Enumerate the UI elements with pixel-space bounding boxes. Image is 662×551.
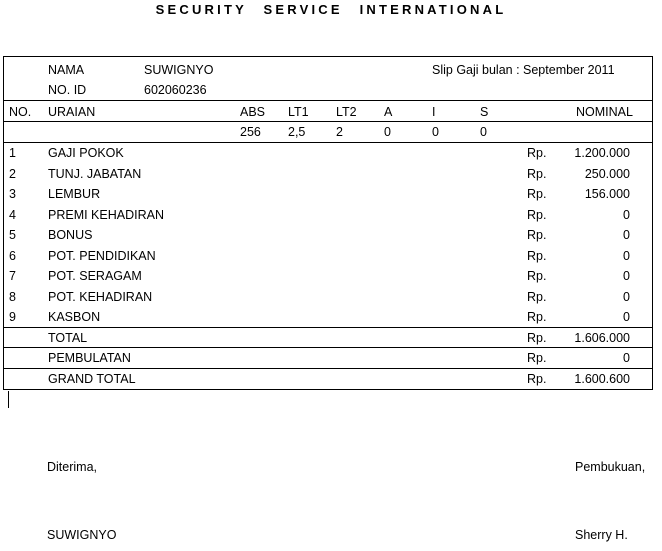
total-amount: 1.606.000 [574,331,630,345]
item-currency: Rp. [527,166,547,181]
table-row [4,249,652,267]
id-value: 602060236 [144,83,207,97]
table-row [4,187,652,205]
item-label: LEMBUR [48,187,101,201]
name-value: SUWIGNYO [144,63,214,77]
item-no: 9 [9,310,16,324]
item-label: TUNJ. JABATAN [48,166,142,181]
table-row [4,290,652,308]
slip-period: Slip Gaji bulan : September 2011 [432,63,615,77]
item-amount: 0 [623,248,630,263]
col-no: NO. [9,105,32,119]
item-label: KASBON [48,310,101,324]
company-title: SECURITY SERVICE INTERNATIONAL [155,2,507,17]
divider [4,347,652,348]
item-amount: 156.000 [584,187,630,201]
item-currency: Rp. [527,228,547,242]
grand-total-amount: 1.600.600 [574,372,630,386]
table-row [4,208,652,226]
item-currency: Rp. [527,187,547,201]
col-abs: ABS [240,105,266,119]
item-currency: Rp. [527,248,547,263]
bookkeeping-label: Pembukuan, [575,460,646,474]
item-label: POT. PENDIDIKAN [48,248,156,263]
item-currency: Rp. [527,289,547,304]
col-i: I [432,105,436,119]
col-uraian: URAIAN [48,105,96,119]
item-no: 6 [9,248,16,263]
attendance-i: 0 [432,125,439,139]
item-no: 3 [9,187,16,201]
item-label: PREMI KEHADIRAN [48,207,164,222]
item-no: 4 [9,207,16,222]
item-no: 8 [9,289,16,304]
attendance-a: 0 [384,125,391,139]
table-row [4,310,652,328]
rounding-currency: Rp. [527,351,547,365]
item-currency: Rp. [527,146,547,160]
table-row [4,269,652,287]
grand-total-currency: Rp. [527,372,547,386]
item-amount: 250.000 [584,166,630,181]
id-label: NO. ID [48,83,87,97]
item-label: POT. KEHADIRAN [48,289,153,304]
item-amount: 0 [623,269,630,283]
item-currency: Rp. [527,269,547,283]
table-row [4,167,652,185]
item-no: 2 [9,166,16,181]
item-label: BONUS [48,228,93,242]
item-amount: 1.200.000 [574,146,630,160]
col-s: S [480,105,489,119]
grand-total-row [4,372,652,390]
item-amount: 0 [623,310,630,324]
bookkeeping-name: Sherry H. [575,528,628,542]
received-name: SUWIGNYO [47,528,117,542]
attendance-abs: 256 [240,125,261,139]
attendance-s: 0 [480,125,487,139]
table-row [4,146,652,164]
divider [4,121,652,122]
name-label: NAMA [48,63,85,77]
item-amount: 0 [623,289,630,304]
divider [4,368,652,369]
grand-total-label: GRAND TOTAL [48,372,136,386]
col-a: A [384,105,393,119]
divider [4,327,652,328]
col-lt1: LT1 [288,105,309,119]
rounding-amount: 0 [623,351,630,365]
item-amount: 0 [623,228,630,242]
payslip-table [3,56,653,390]
item-currency: Rp. [527,310,547,324]
item-currency: Rp. [527,207,547,222]
total-label: TOTAL [48,331,88,345]
item-amount: 0 [623,207,630,222]
rounding-label: PEMBULATAN [48,351,131,365]
attendance-lt2: 2 [336,125,343,139]
item-label: POT. SERAGAM [48,269,142,283]
item-no: 7 [9,269,16,283]
table-row [4,228,652,246]
col-lt2: LT2 [336,105,357,119]
item-no: 1 [9,146,16,160]
item-no: 5 [9,228,16,242]
rounding-row [4,351,652,369]
divider [4,100,652,101]
col-nominal: NOMINAL [576,105,633,119]
total-currency: Rp. [527,331,547,345]
attendance-lt1: 2,5 [288,125,306,139]
text-cursor [8,391,9,408]
divider [4,142,652,143]
received-label: Diterima, [47,460,98,474]
item-label: GAJI POKOK [48,146,124,160]
